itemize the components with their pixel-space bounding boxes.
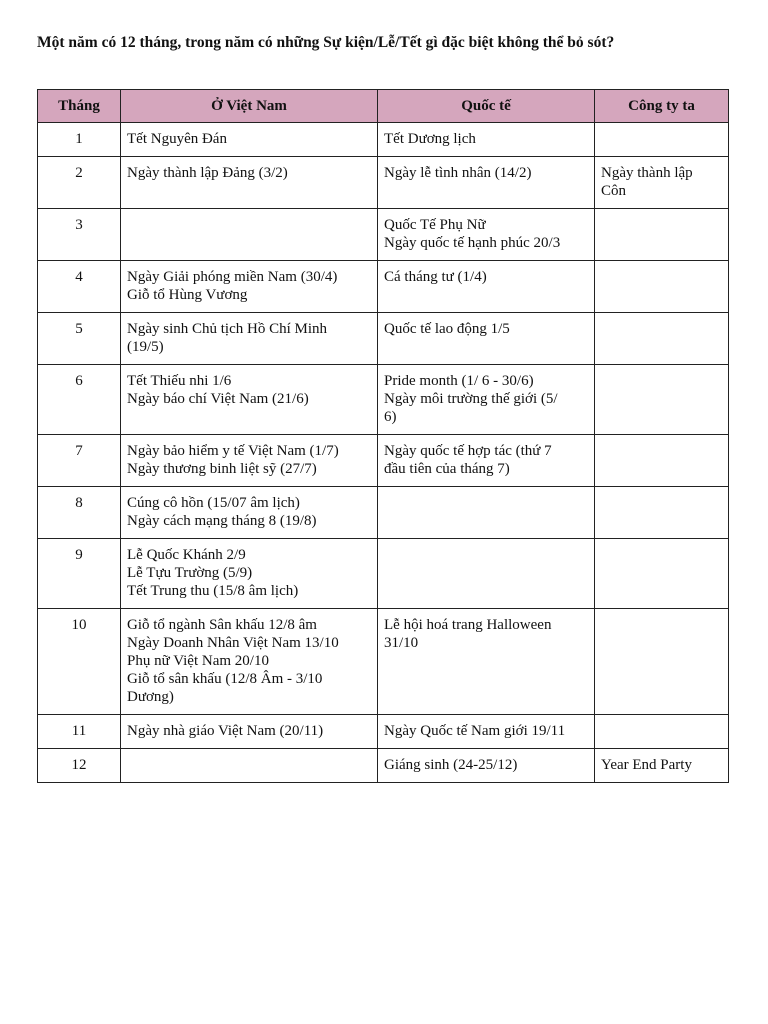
cell-line: Tết Trung thu (15/8 âm lịch)	[127, 583, 299, 599]
column-header-international: Quốc tế	[378, 90, 595, 123]
table-row	[38, 157, 729, 209]
table-row	[38, 365, 729, 435]
table-row	[38, 539, 729, 609]
column-header-company: Công ty ta	[595, 90, 729, 123]
table-header-row	[38, 90, 729, 123]
cell-month: 6	[38, 365, 121, 435]
cell-vietnam	[121, 487, 378, 539]
column-header-month: Tháng	[38, 90, 121, 123]
cell-line: Ngày môi trường thế giới (5/	[384, 391, 558, 407]
cell-vietnam	[121, 715, 378, 749]
table-row	[38, 261, 729, 313]
cell-line: Dương)	[127, 689, 174, 705]
cell-company	[595, 123, 729, 157]
cell-line: Ngày Doanh Nhân Việt Nam 13/10	[127, 635, 339, 651]
table-row	[38, 123, 729, 157]
cell-line: Quốc Tế Phụ Nữ	[384, 217, 486, 233]
cell-international	[378, 123, 595, 157]
cell-line: Lễ hội hoá trang Halloween	[384, 617, 552, 633]
cell-month: 2	[38, 157, 121, 209]
cell-company	[595, 715, 729, 749]
cell-line: đầu tiên của tháng 7)	[384, 461, 510, 477]
cell-vietnam	[121, 749, 378, 783]
cell-line: Ngày bảo hiểm y tế Việt Nam (1/7)	[127, 443, 339, 459]
cell-month: 1	[38, 123, 121, 157]
cell-month: 3	[38, 209, 121, 261]
cell-company	[595, 157, 729, 209]
table-row	[38, 313, 729, 365]
cell-month: 5	[38, 313, 121, 365]
cell-international	[378, 435, 595, 487]
cell-line: Ngày quốc tế hạnh phúc 20/3	[384, 235, 561, 251]
cell-company	[595, 487, 729, 539]
cell-month: 12	[38, 749, 121, 783]
table-row	[38, 435, 729, 487]
cell-line: Giáng sinh (24-25/12)	[384, 757, 518, 773]
cell-vietnam	[121, 313, 378, 365]
table-body	[38, 123, 729, 783]
cell-international	[378, 365, 595, 435]
cell-line: Ngày Giải phóng miền Nam (30/4)	[127, 269, 338, 285]
events-table	[37, 89, 729, 783]
cell-line: 6)	[384, 409, 397, 425]
cell-line: Ngày lễ tình nhân (14/2)	[384, 165, 532, 181]
cell-company	[595, 261, 729, 313]
page-title: Một năm có 12 tháng, trong năm có những Sự kiện/Lễ/Tết gì đặc biệt không thể bỏ sót?	[37, 34, 615, 51]
cell-line: Ngày thương binh liệt sỹ (27/7)	[127, 461, 317, 477]
cell-company	[595, 209, 729, 261]
cell-line: Ngày sinh Chủ tịch Hồ Chí Minh	[127, 321, 328, 337]
cell-line: (19/5)	[127, 339, 164, 355]
cell-line: Cúng cô hồn (15/07 âm lịch)	[127, 495, 300, 511]
cell-vietnam	[121, 435, 378, 487]
cell-international	[378, 157, 595, 209]
cell-vietnam	[121, 157, 378, 209]
cell-line: Ngày thành lập	[601, 165, 693, 181]
cell-line: Ngày quốc tế hợp tác (thứ 7	[384, 443, 552, 459]
cell-line: 31/10	[384, 635, 419, 651]
cell-line: Year End Party	[601, 757, 692, 773]
cell-vietnam	[121, 609, 378, 715]
cell-line: Côn	[601, 183, 627, 199]
cell-month: 11	[38, 715, 121, 749]
cell-vietnam	[121, 209, 378, 261]
table-row	[38, 609, 729, 715]
cell-line: Giỗ tổ sân khấu (12/8 Âm - 3/10	[127, 671, 323, 687]
cell-line: Lễ Quốc Khánh 2/9	[127, 547, 246, 563]
cell-line: Giỗ tổ ngành Sân khấu 12/8 âm	[127, 617, 317, 633]
cell-line: Ngày cách mạng tháng 8 (19/8)	[127, 513, 317, 529]
cell-month: 9	[38, 539, 121, 609]
cell-company	[595, 749, 729, 783]
cell-month: 10	[38, 609, 121, 715]
cell-line: Cá tháng tư (1/4)	[384, 269, 487, 285]
cell-line: Quốc tế lao động 1/5	[384, 321, 510, 337]
table-row	[38, 749, 729, 783]
cell-line: Lễ Tựu Trường (5/9)	[127, 565, 253, 581]
cell-month: 7	[38, 435, 121, 487]
column-header-vietnam: Ở Việt Nam	[121, 90, 378, 123]
cell-international	[378, 261, 595, 313]
cell-vietnam	[121, 123, 378, 157]
cell-company	[595, 365, 729, 435]
cell-vietnam	[121, 539, 378, 609]
cell-line: Ngày báo chí Việt Nam (21/6)	[127, 391, 309, 407]
table-row	[38, 487, 729, 539]
cell-company	[595, 313, 729, 365]
cell-line: Tết Dương lịch	[384, 131, 476, 147]
cell-line: Phụ nữ Việt Nam 20/10	[127, 653, 269, 669]
cell-line: Giỗ tổ Hùng Vương	[127, 287, 248, 303]
cell-international	[378, 749, 595, 783]
cell-month: 8	[38, 487, 121, 539]
cell-international	[378, 539, 595, 609]
cell-line: Pride month (1/ 6 - 30/6)	[384, 373, 534, 389]
cell-line: Ngày nhà giáo Việt Nam (20/11)	[127, 723, 324, 739]
table-row	[38, 715, 729, 749]
cell-vietnam	[121, 365, 378, 435]
cell-month: 4	[38, 261, 121, 313]
cell-line: Tết Nguyên Đán	[127, 131, 227, 147]
cell-international	[378, 487, 595, 539]
cell-line: Ngày thành lập Đảng (3/2)	[127, 165, 288, 181]
cell-line: Tết Thiếu nhi 1/6	[127, 373, 232, 389]
cell-company	[595, 435, 729, 487]
cell-line: Ngày Quốc tế Nam giới 19/11	[384, 723, 566, 739]
cell-international	[378, 209, 595, 261]
cell-company	[595, 539, 729, 609]
cell-international	[378, 715, 595, 749]
cell-company	[595, 609, 729, 715]
cell-international	[378, 313, 595, 365]
table-row	[38, 209, 729, 261]
cell-vietnam	[121, 261, 378, 313]
cell-international	[378, 609, 595, 715]
